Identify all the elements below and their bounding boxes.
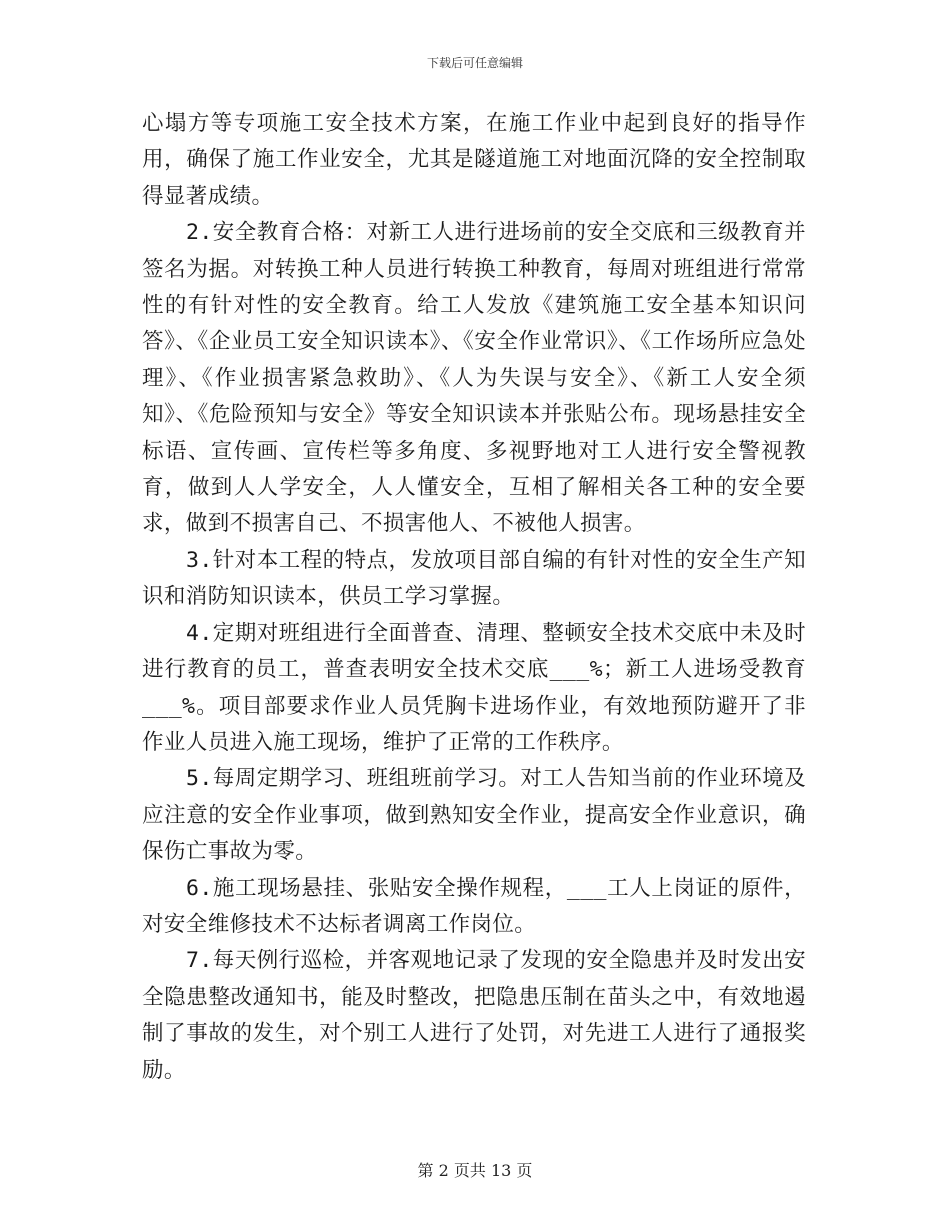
page-footer: 第 2 页共 13 页: [417, 1161, 533, 1180]
page-header: 下载后可任意编辑: [426, 56, 523, 70]
paragraph-continuation: 心塌方等专项施工安全技术方案，在施工作业中起到良好的指导作用，确保了施工作业安全，尤其是隧道施工对地面沉降的安全控制取得显著成绩。: [142, 111, 806, 209]
paragraph-item-5: 5.每周定期学习、班组班前学习。对工人告知当前的作业环境及应注意的安全作业事项，做到熟知安全作业，提高安全作业意识，确保伤亡事故为零。: [142, 766, 806, 865]
paragraph-item-4: 4.定期对班组进行全面普查、清理、整顿安全技术交底中未及时进行教育的员工，普查表明安全技术交底___%；新工人进场受教育___%。项目部要求作业人员凭胸卡进场作业，有效地预防避开了非作业人员进入施工现场，维护了正常的工作秩序。: [142, 620, 806, 755]
paragraph-item-6: 6.施工现场悬挂、张贴安全操作规程，___工人上岗证的原件，对安全维修技术不达标者调离工作岗位。: [142, 875, 806, 937]
paragraph-item-7: 7.每天例行巡检，并客观地记录了发现的安全隐患并及时发出安全隐患整改通知书，能及时整改，把隐患压制在苗头之中，有效地遏制了事故的发生，对个别工人进行了处罚，对先进工人进行了通报奖励。: [142, 948, 806, 1083]
document-body: [142, 106, 806, 1089]
paragraph-item-2: 2.安全教育合格：对新工人进行进场前的安全交底和三级教育并签名为据。对转换工种人员进行转换工种教育，每周对班组进行常常性的有针对性的安全教育。给工人发放《建筑施工安全基本知识问答》、《企业员工安全知识读本》、《安全作业常识》、《工作场所应急处理》、《作业损害紧急救助》、《人为失误与安全》、《新工人安全须知》、《危险预知与安全》等安全知识读本并张贴公布。现场悬挂安全标语、宣传画、宣传栏等多角度、多视野地对工人进行安全警视教育，做到人人学安全，人人懂安全，互相了解相关各工种的安全要求，做到不损害自己、不损害他人、不被他人损害。: [142, 220, 806, 537]
paragraph-item-3: 3.针对本工程的特点，发放项目部自编的有针对性的安全生产知识和消防知识读本，供员工学习掌握。: [142, 547, 806, 610]
